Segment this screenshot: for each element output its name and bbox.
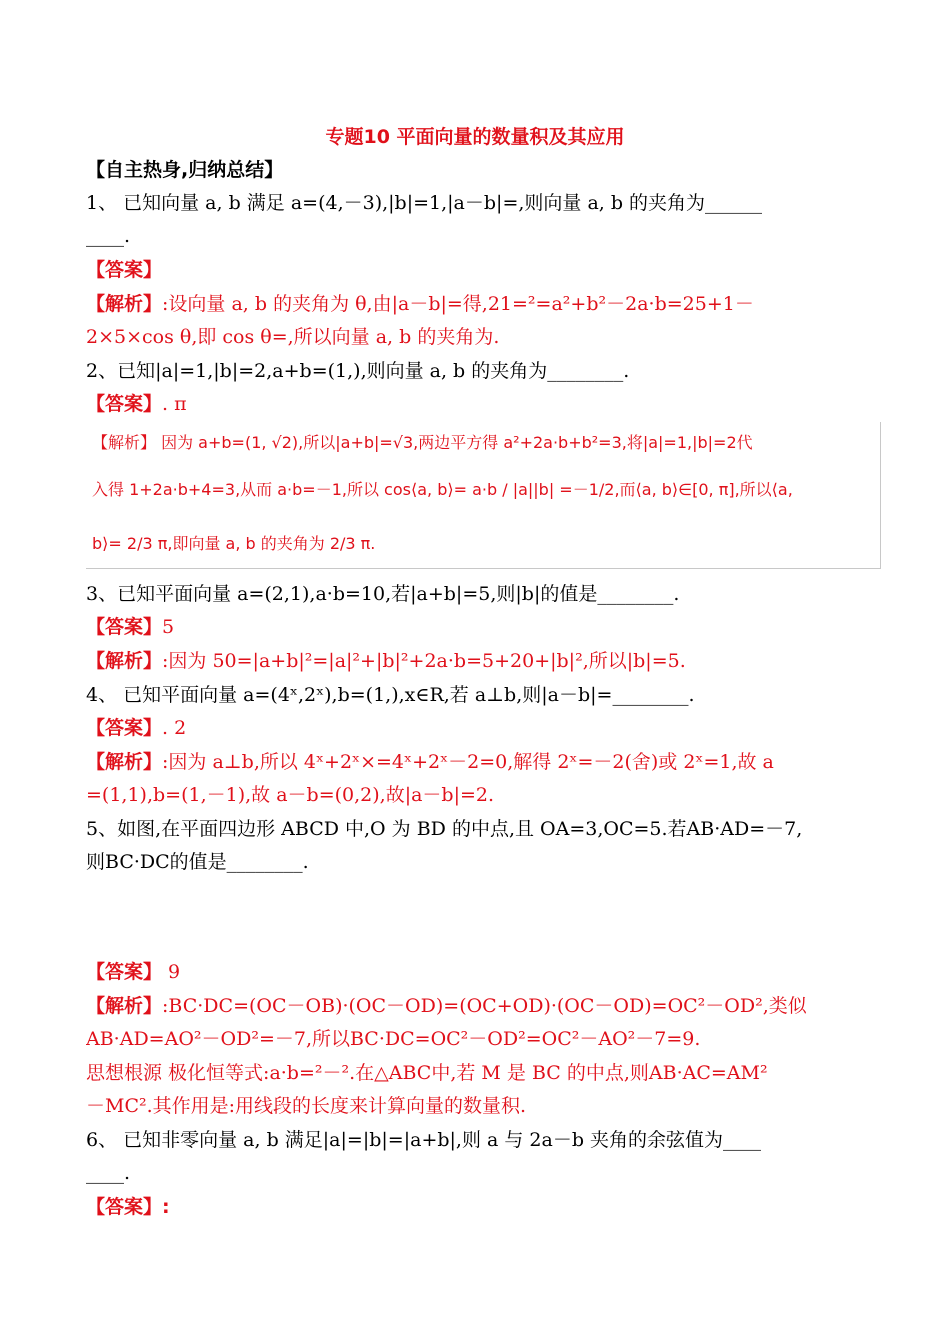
- q3-answer-label: 【答案】: [86, 616, 163, 638]
- q5-text-line1: 5、如图,在平面四边形 ABCD 中,O 为 BD 的中点,且 OA=3,OC=5.若AB·AD=－7,: [86, 818, 803, 840]
- q5-answer-label: 【答案】: [86, 961, 163, 983]
- q5-analysis-line1: [86, 992, 876, 1020]
- q4-analysis-label: 【解析】: [86, 751, 163, 773]
- q6-answer-label: 【答案】: [86, 1196, 163, 1218]
- q5-idea-line2: －MC².其作用是:用线段的长度来计算向量的数量积.: [86, 1095, 527, 1117]
- q2-analysis-line1: 【解析】 因为 a+b=(1, √2),所以|a+b|=√3,两边平方得 a²+2a·b+b²=3,将|a|=1,|b|=2代: [92, 433, 753, 452]
- q4-answer-line: [86, 714, 876, 742]
- q4-answer-value: . 2: [162, 717, 187, 739]
- q3-text-line1: 3、已知平面向量 a=(2,1),a·b=10,若|a+b|=5,则|b|的值是________.: [86, 583, 680, 605]
- page-title: 专题10 平面向量的数量积及其应用: [325, 126, 625, 148]
- q4-analysis-line1: [86, 748, 876, 776]
- section-heading: 【自主热身,归纳总结】: [86, 159, 284, 181]
- q4-text-line1: 4、 已知平面向量 a=(4ˣ,2ˣ),b=(1,),x∈R,若 a⊥b,则|a－b|=________.: [86, 684, 695, 706]
- q5-text-line2: 则BC·DC的值是________.: [86, 851, 309, 873]
- q2-answer-value: . π: [162, 393, 187, 415]
- q5-answer-value: 9: [162, 961, 181, 983]
- q6-text-line1: 6、 已知非零向量 a, b 满足|a|=|b|=|a+b|,则 a 与 2a－b 夹角的余弦值为____: [86, 1129, 762, 1151]
- q6-answer-line: [86, 1193, 876, 1221]
- q5-answer-line: [86, 958, 876, 986]
- q6-text-line2: ____.: [86, 1162, 131, 1184]
- q2-text-line1: 2、已知|a|=1,|b|=2,a+b=(1,),则向量 a, b 的夹角为________.: [86, 360, 630, 382]
- q4-analysis-text1: :因为 a⊥b,所以 4ˣ+2ˣ×=4ˣ+2ˣ－2=0,解得 2ˣ=－2(舍)或 2ˣ=1,故 a: [162, 751, 774, 773]
- q3-answer-line: [86, 613, 876, 641]
- q1-analysis-line2: 2×5×cos θ,即 cos θ=,所以向量 a, b 的夹角为.: [86, 326, 500, 348]
- q2-analysis-line2: 入得 1+2a·b+4=3,从而 a·b=－1,所以 cos⟨a, b⟩= a·b / |a||b| =－1/2,而⟨a, b⟩∈[0, π],所以⟨a,: [92, 480, 793, 499]
- q3-analysis-label: 【解析】: [86, 650, 163, 672]
- q5-idea-line1: 思想根源 极化恒等式:a·b=²－².在△ABC中,若 M 是 BC 的中点,则AB·AC=AM²: [86, 1062, 768, 1084]
- q3-analysis-line1: [86, 647, 876, 675]
- q1-analysis-line1: [86, 290, 876, 318]
- q5-analysis-line2: AB·AD=AO²－OD²=－7,所以BC·DC=OC²－OD²=OC²－AO²－7=9.: [86, 1028, 701, 1050]
- q1-analysis-label: 【解析】: [86, 293, 163, 315]
- q2-analysis-line3: b⟩= 2/3 π,即向量 a, b 的夹角为 2/3 π.: [92, 534, 376, 553]
- q3-answer-value: 5: [162, 616, 175, 638]
- q1-text-line1: 1、 已知向量 a, b 满足 a=(4,－3),|b|=1,|a－b|=,则向量 a, b 的夹角为______: [86, 192, 763, 214]
- q4-analysis-line2: =(1,1),b=(1,－1),故 a－b=(0,2),故|a－b|=2.: [86, 784, 495, 806]
- q5-analysis-text1: :BC·DC=(OC－OB)·(OC－OD)=(OC+OD)·(OC－OD)=OC²－OD²,类似: [162, 995, 807, 1017]
- q2-answer-label: 【答案】: [86, 393, 163, 415]
- q5-analysis-label: 【解析】: [86, 995, 163, 1017]
- q6-answer-value: :: [162, 1196, 170, 1218]
- q1-analysis-text1: :设向量 a, b 的夹角为 θ,由|a－b|=得,21=²=a²+b²－2a·b=25+1－: [162, 293, 754, 315]
- q2-answer-line: [86, 390, 876, 418]
- q1-text-line2: ____.: [86, 225, 131, 247]
- q1-answer-label: 【答案】: [86, 259, 163, 281]
- q3-analysis-text1: :因为 50=|a+b|²=|a|²+|b|²+2a·b=5+20+|b|²,所以|b|=5.: [162, 650, 686, 672]
- q4-answer-label: 【答案】: [86, 717, 163, 739]
